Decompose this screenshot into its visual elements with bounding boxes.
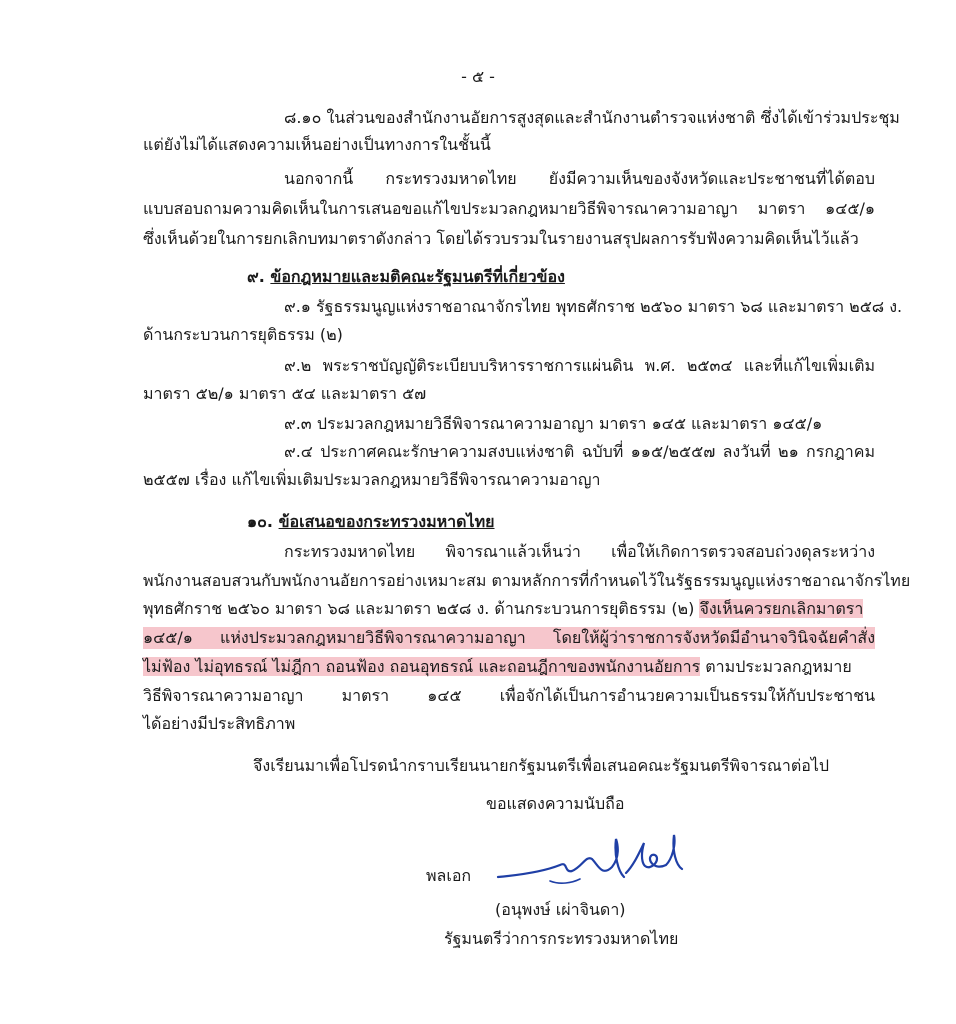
para-10-line-5 — [143, 656, 852, 678]
para-besides-line-2: แบบสอบถามความคิดเห็นในการเสนอขอแก้ไขประมวลกฎหมายวิธีพิจารณาความอาญา มาตรา ๑๔๕/๑ — [143, 199, 875, 218]
para-8-10-line-2: แต่ยังไม่ได้แสดงความเห็นอย่างเป็นทางการในชั้นนี้ — [143, 135, 491, 154]
item-9-2-line-1: ๙.๒ พระราชบัญญัติระเบียบบริหารราชการแผ่นดิน พ.ศ. ๒๕๓๔ และที่แก้ไขเพิ่มเติม — [284, 356, 875, 375]
section-10-number: ๑๐. — [247, 512, 273, 531]
para-10-line-6: วิธีพิจารณาความอาญา มาตรา ๑๔๕ เพื่อจักได้เป็นการอำนวยความเป็นธรรมให้กับประชาชน — [143, 686, 875, 705]
handwritten-signature — [490, 825, 690, 895]
para-10-line-3 — [143, 598, 863, 620]
signer-rank: พลเอก — [426, 866, 472, 885]
para-10-line-2: พนักงานสอบสวนกับพนักงานอัยการอย่างเหมาะสม ตามหลักการที่กำหนดไว้ในรัฐธรรมนูญแห่งราชอาณาจักรไทย — [143, 571, 911, 590]
para-10-line-5-text: ตามประมวลกฎหมาย — [700, 657, 852, 676]
para-8-10-line-1: ๘.๑๐ ในส่วนของสำนักงานอัยการสูงสุดและสำนักงานตำรวจแห่งชาติ ซึ่งได้เข้าร่วมประชุม — [284, 108, 900, 127]
item-9-1-line-2: ด้านกระบวนการยุติธรรม (๒) — [143, 325, 343, 344]
signer-name: (อนุพงษ์ เผ่าจินดา) — [495, 900, 626, 919]
section-10-title: ข้อเสนอของกระทรวงมหาดไทย — [278, 512, 495, 531]
page-number: - ๕ - — [461, 67, 495, 86]
item-9-4-line-2: ๒๕๕๗ เรื่อง แก้ไขเพิ่มเติมประมวลกฎหมายวิธีพิจารณาความอาญา — [143, 470, 601, 489]
section-10-heading — [247, 511, 495, 533]
para-10-line-7: ได้อย่างมีประสิทธิภาพ — [143, 714, 296, 733]
section-9-number: ๙. — [247, 267, 265, 286]
para-besides-line-3: ซึ่งเห็นด้วยในการยกเลิกบทมาตราดังกล่าว โดยได้รวบรวมในรายงานสรุปผลการรับฟังความคิดเห็นไว้แล้ว — [143, 229, 859, 248]
item-9-4-line-1: ๙.๔ ประกาศคณะรักษาความสงบแห่งชาติ ฉบับที่ ๑๑๕/๒๕๕๗ ลงวันที่ ๒๑ กรกฎาคม — [284, 442, 875, 461]
highlighted-proposal-start: จึงเห็นควรยกเลิกมาตรา — [699, 599, 864, 618]
section-9-heading — [247, 266, 565, 288]
highlighted-proposal-end: ไม่ฟ้อง ไม่อุทธรณ์ ไม่ฎีกา ถอนฟ้อง ถอนอุทธรณ์ และถอนฎีกาของพนักงานอัยการ — [143, 657, 701, 676]
section-9-title: ข้อกฎหมายและมติคณะรัฐมนตรีที่เกี่ยวข้อง — [270, 267, 565, 286]
para-10-line-3-text: พุทธศักราช ๒๕๖๐ มาตรา ๖๘ และมาตรา ๒๕๘ ง. ด้านกระบวนการยุติธรรม (๒) — [143, 599, 700, 618]
closing-line: จึงเรียนมาเพื่อโปรดนำกราบเรียนนายกรัฐมนตรีเพื่อเสนอคณะรัฐมนตรีพิจารณาต่อไป — [253, 756, 830, 775]
item-9-3: ๙.๓ ประมวลกฎหมายวิธีพิจารณาความอาญา มาตรา ๑๔๕ และมาตรา ๑๔๕/๑ — [284, 414, 823, 433]
signer-position: รัฐมนตรีว่าการกระทรวงมหาดไทย — [444, 929, 679, 948]
regards: ขอแสดงความนับถือ — [486, 794, 625, 813]
highlighted-proposal-line-2: ๑๔๕/๑ แห่งประมวลกฎหมายวิธีพิจารณาความอาญา โดยให้ผู้ว่าราชการจังหวัดมีอำนาจวินิจฉัยคำสั่ง — [143, 628, 875, 647]
para-10-line-1: กระทรวงมหาดไทย พิจารณาแล้วเห็นว่า เพื่อให้เกิดการตรวจสอบถ่วงดุลระหว่าง — [284, 542, 875, 561]
item-9-2-line-2: มาตรา ๕๒/๑ มาตรา ๕๔ และมาตรา ๕๗ — [143, 384, 427, 403]
item-9-1-line-1: ๙.๑ รัฐธรรมนูญแห่งราชอาณาจักรไทย พุทธศักราช ๒๕๖๐ มาตรา ๖๘ และมาตรา ๒๕๘ ง. — [284, 297, 903, 316]
para-besides-line-1: นอกจากนี้ กระทรวงมหาดไทย ยังมีความเห็นของจังหวัดและประชาชนที่ได้ตอบ — [284, 169, 875, 188]
